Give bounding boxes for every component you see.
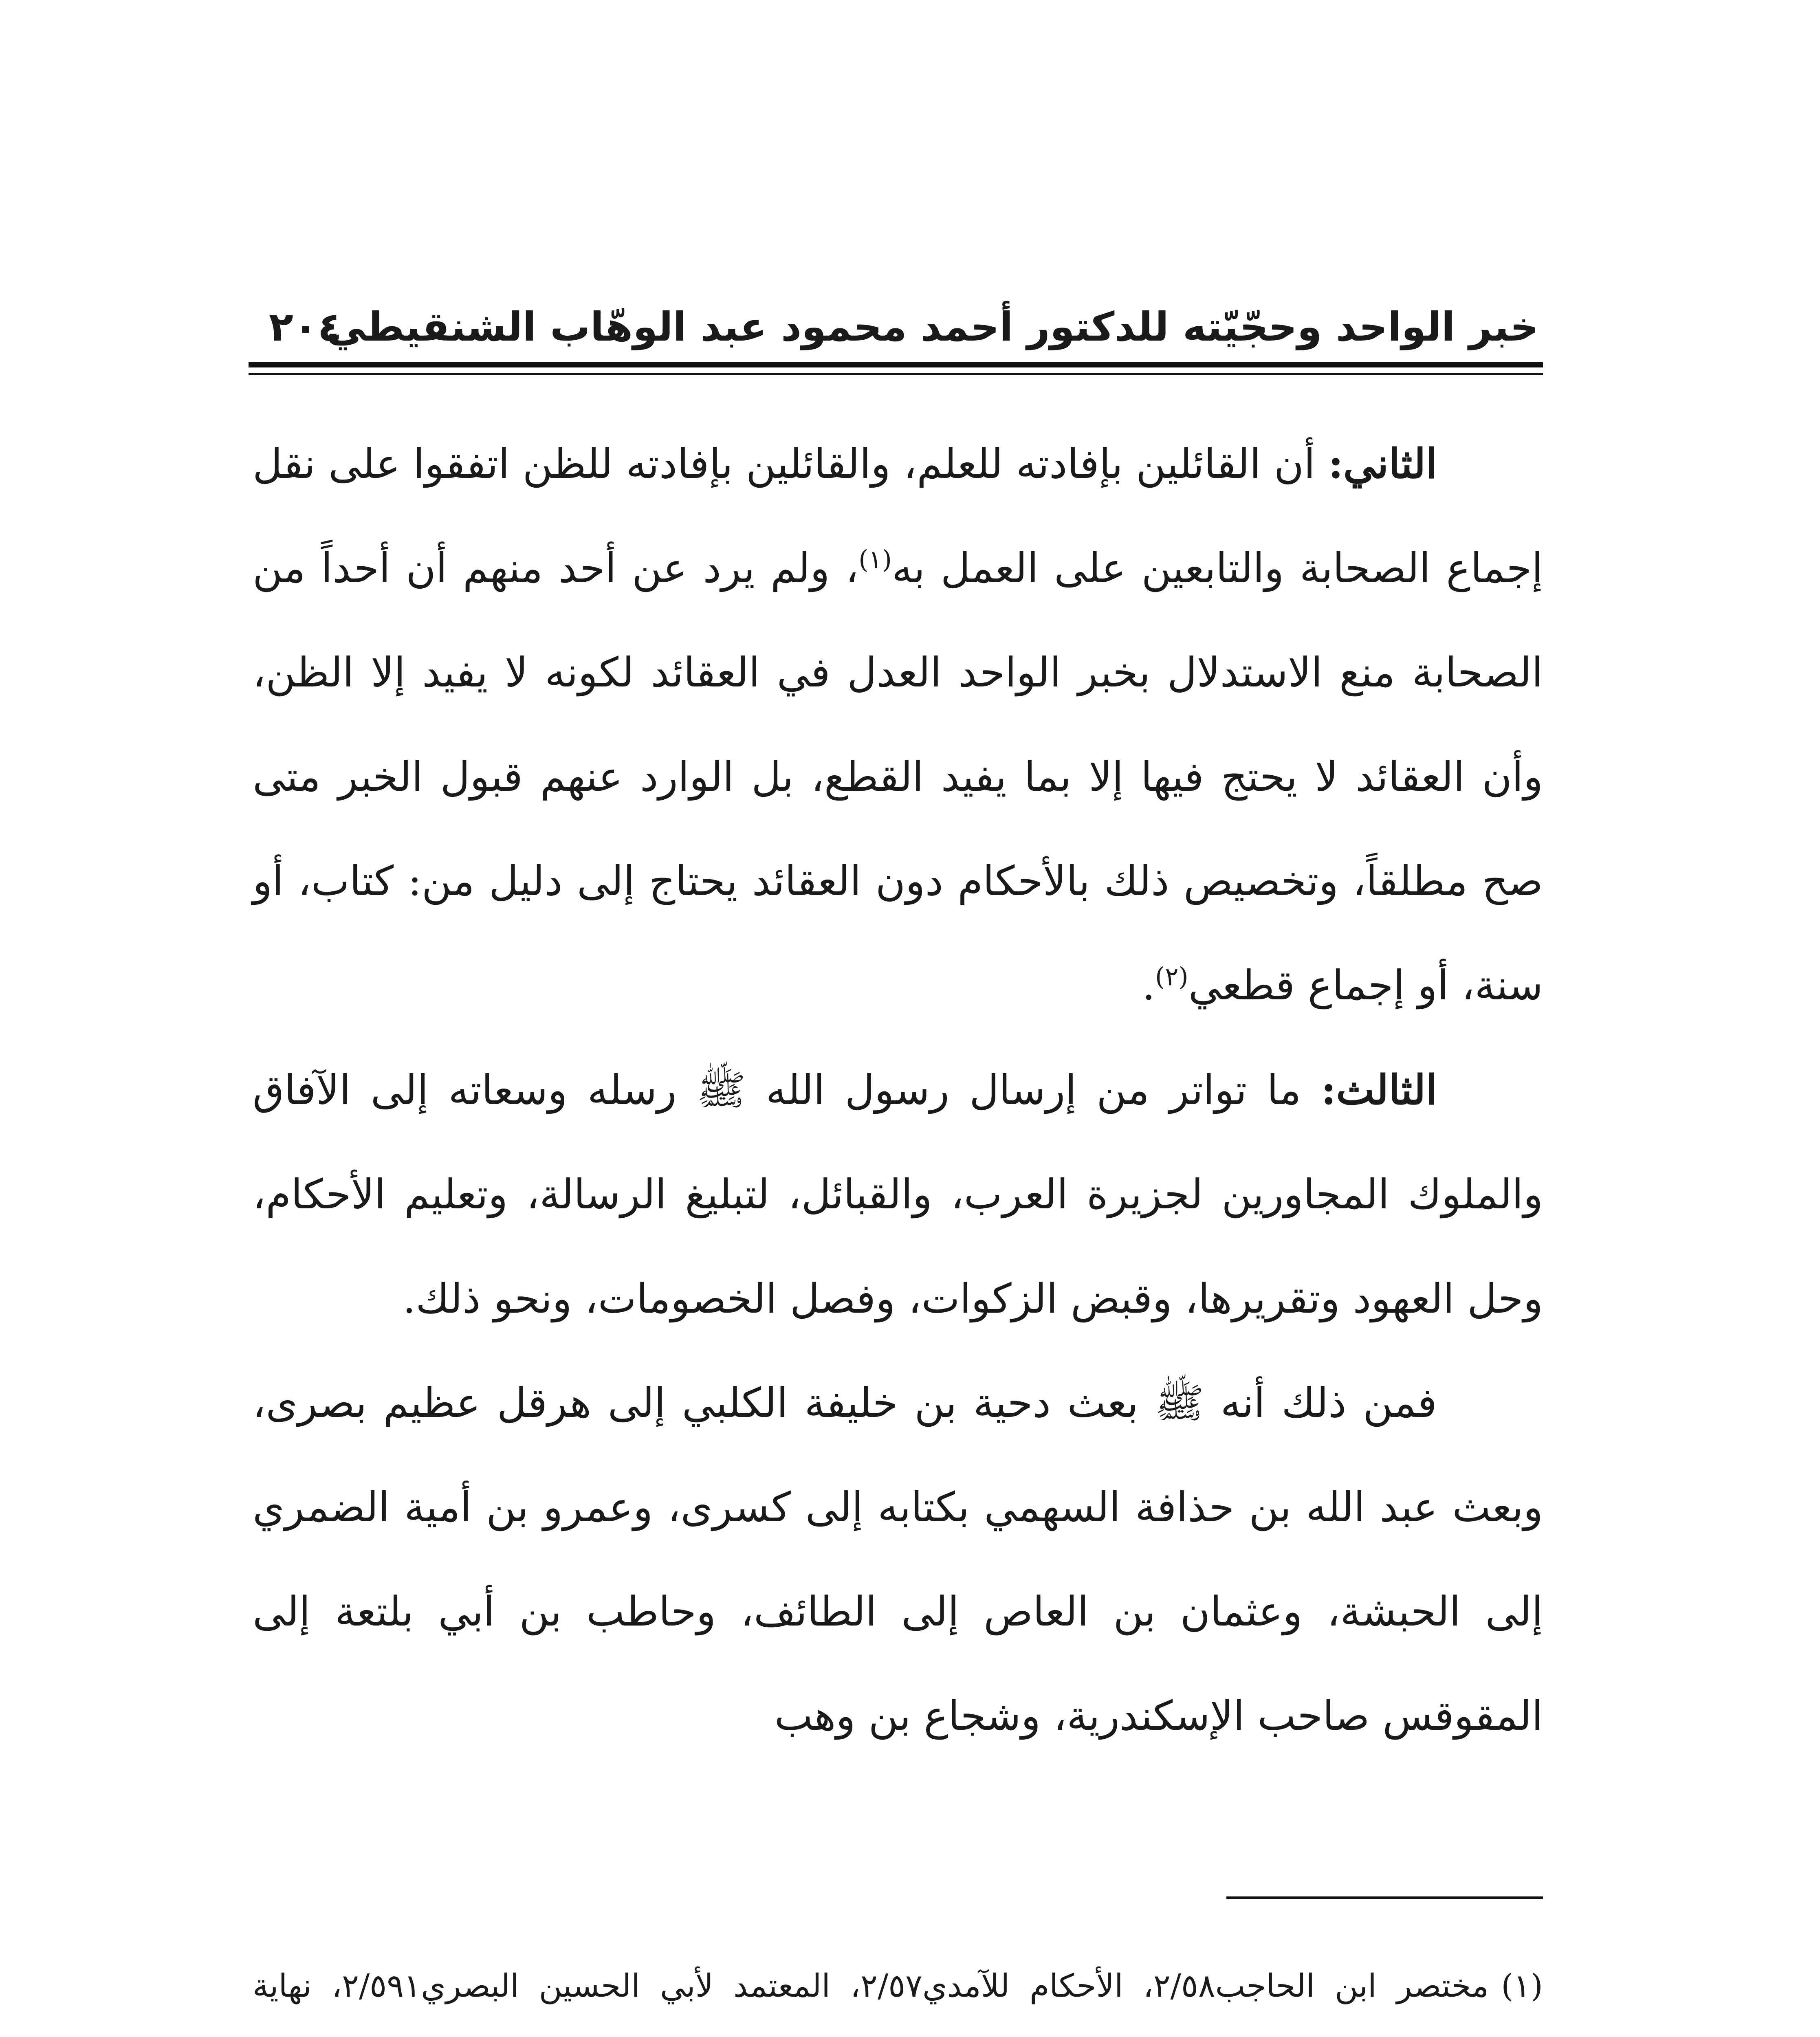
footnote-reference-1[interactable]: (١): [858, 544, 892, 574]
footnote-reference-2[interactable]: (٢): [1155, 961, 1188, 992]
paragraph-third-argument: [253, 1038, 1543, 1351]
paragraph-text: فمن ذلك أنه ﷺ بعث دحية بن خليفة الكلبي إلى هرقل عظيم بصرى، وبعث عبد الله بن حذافة السهمي بكتابه إلى كسرى، وعمرو بن أمية الضمري إلى الحبشة، وعثمان بن العاص إلى الطائف، وحاطب بن أبي بلتعة إلى المقوقس صاحب الإسكندرية، وشجاع بن وهب: [253, 1379, 1543, 1740]
footnote-number: (١): [1501, 1968, 1543, 2004]
paragraph-second-argument: [253, 411, 1543, 1038]
paragraph-text: ما تواتر من إرسال رسول الله ﷺ رسله وسعاته إلى الآفاق والملوك المجاورين لجزيرة العرب، والقبائل، لتبليغ الرسالة، وتعليم الأحكام، وحل العهود وتقريرها، وقبض الزكوات، وفصل الخصومات، ونحو ذلك.: [253, 1066, 1543, 1322]
paragraph-text: أن القائلين بإفادته للعلم، والقائلين بإفادته للظن اتفقوا على نقل إجماع الصحابة والتابعين على العمل به: [253, 440, 1543, 592]
footnote-text: مختصر ابن الحاجب٢/٥٨، الأحكام للآمدي٢/٥٧، المعتمد لأبي الحسين البصري٢/٥٩١، نهاية: [253, 1968, 1489, 2004]
header-divider-thick: [249, 362, 1543, 367]
running-header: [253, 285, 1539, 359]
footnote-1: [253, 1947, 1543, 2037]
paragraph-envoys: [253, 1351, 1543, 1768]
page-number: ٢٠٤: [269, 304, 342, 350]
footnotes: [253, 1947, 1543, 2037]
paragraph-lead: الثالث:: [1321, 1066, 1437, 1114]
header-divider-thin: [249, 373, 1543, 375]
paragraph-lead: الثاني:: [1328, 440, 1437, 488]
body-text: [253, 411, 1543, 1768]
footnote-separator: [1226, 1896, 1543, 1899]
header-book-title: خبر الواحد وحجّيّته للدكتور أحمد محمود عبد الوهّاب الشنقيطي: [326, 304, 1539, 350]
paragraph-text-continued: ، ولم يرد عن أحد منهم أن أحداً من الصحابة منع الاستدلال بخبر الواحد العدل في العقائد لكونه لا يفيد إلا الظن، وأن العقائد لا يحتج فيها إلا بما يفيد القطع، بل الوارد عنهم قبول الخبر متى صح مطلقاً، وتخصيص ذلك بالأحكام دون العقائد يحتاج إلى دليل من: كتاب، أو سنة، أو إجماع قطعي: [253, 544, 1543, 1009]
paragraph-text-end: .: [1142, 961, 1155, 1009]
